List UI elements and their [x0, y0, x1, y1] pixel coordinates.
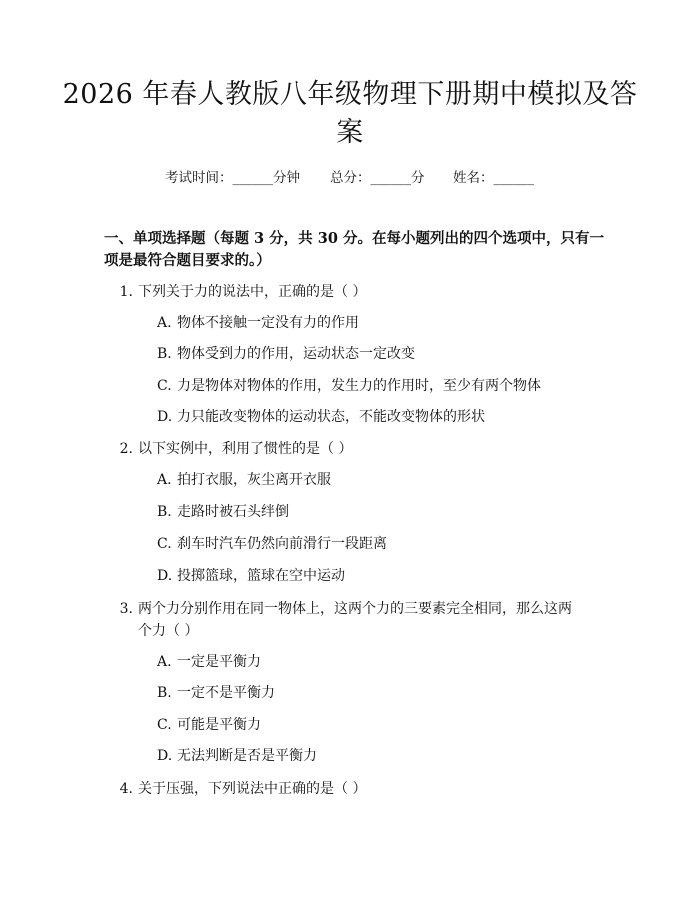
- option-letter: C.: [157, 717, 172, 733]
- option-text: 走路时被石头绊倒: [177, 504, 289, 520]
- question-stem: 两个力分别作用在同一物体上，这两个力的三要素完全相同，那么这两个力（ ）: [138, 601, 572, 639]
- question-1-option-c: [157, 376, 541, 396]
- section-heading: 一、单项选择题（每题 3 分，共 30 分。在每小题列出的四个选项中，只有一项是最符合题目要求的。）: [104, 230, 604, 269]
- option-text: 一定是平衡力: [177, 654, 261, 670]
- option-text: 可能是平衡力: [177, 717, 261, 733]
- question-3: [109, 598, 589, 642]
- exam-meta: [0, 166, 700, 188]
- option-text: 无法判断是否是平衡力: [177, 748, 317, 764]
- option-text: 力是物体对物体的作用，发生力的作用时，至少有两个物体: [177, 378, 541, 394]
- option-text: 物体不接触一定没有力的作用: [177, 315, 359, 331]
- question-number: 3.: [119, 601, 133, 617]
- option-text: 拍打衣服，灰尘离开衣服: [177, 472, 331, 488]
- option-letter: A.: [157, 472, 172, 488]
- exam-time-field: 考试时间：______分钟: [165, 170, 300, 186]
- question-3-option-d: [157, 746, 317, 766]
- option-letter: C.: [157, 536, 172, 552]
- question-3-option-c: [157, 715, 261, 735]
- option-letter: B.: [157, 685, 172, 701]
- option-text: 投掷篮球，篮球在空中运动: [177, 568, 345, 584]
- option-text: 一定不是平衡力: [177, 685, 275, 701]
- option-text: 物体受到力的作用，运动状态一定改变: [177, 346, 415, 362]
- question-number: 2.: [119, 441, 133, 457]
- option-letter: A.: [157, 315, 172, 331]
- question-2-option-b: [157, 502, 289, 522]
- question-number: 4.: [119, 781, 133, 797]
- question-2-option-a: [157, 470, 331, 490]
- question-2-option-c: [157, 534, 387, 554]
- question-number: 1.: [119, 284, 133, 300]
- option-text: 力只能改变物体的运动状态，不能改变物体的形状: [177, 409, 485, 425]
- option-letter: B.: [157, 504, 172, 520]
- option-letter: C.: [157, 378, 172, 394]
- page-title: 2026 年春人教版八年级物理下册期中模拟及答案: [62, 79, 638, 148]
- option-letter: D.: [157, 568, 173, 584]
- option-letter: D.: [157, 409, 173, 425]
- question-1-option-d: [157, 407, 485, 427]
- student-name-field: 姓名：______: [453, 170, 534, 186]
- question-1-option-b: [157, 344, 415, 364]
- question-stem: 关于压强，下列说法中正确的是（ ）: [138, 781, 367, 797]
- option-text: 刹车时汽车仍然向前滑行一段距离: [177, 536, 387, 552]
- question-3-option-a: [157, 652, 261, 672]
- question-stem: 下列关于力的说法中，正确的是（ ）: [138, 284, 367, 300]
- total-score-field: 总分：______分: [330, 170, 425, 186]
- question-2-option-d: [157, 566, 345, 586]
- question-stem: 以下实例中，利用了惯性的是（ ）: [138, 441, 353, 457]
- option-letter: A.: [157, 654, 172, 670]
- option-letter: B.: [157, 346, 172, 362]
- question-3-option-b: [157, 683, 275, 703]
- option-letter: D.: [157, 748, 173, 764]
- question-1-option-a: [157, 313, 359, 333]
